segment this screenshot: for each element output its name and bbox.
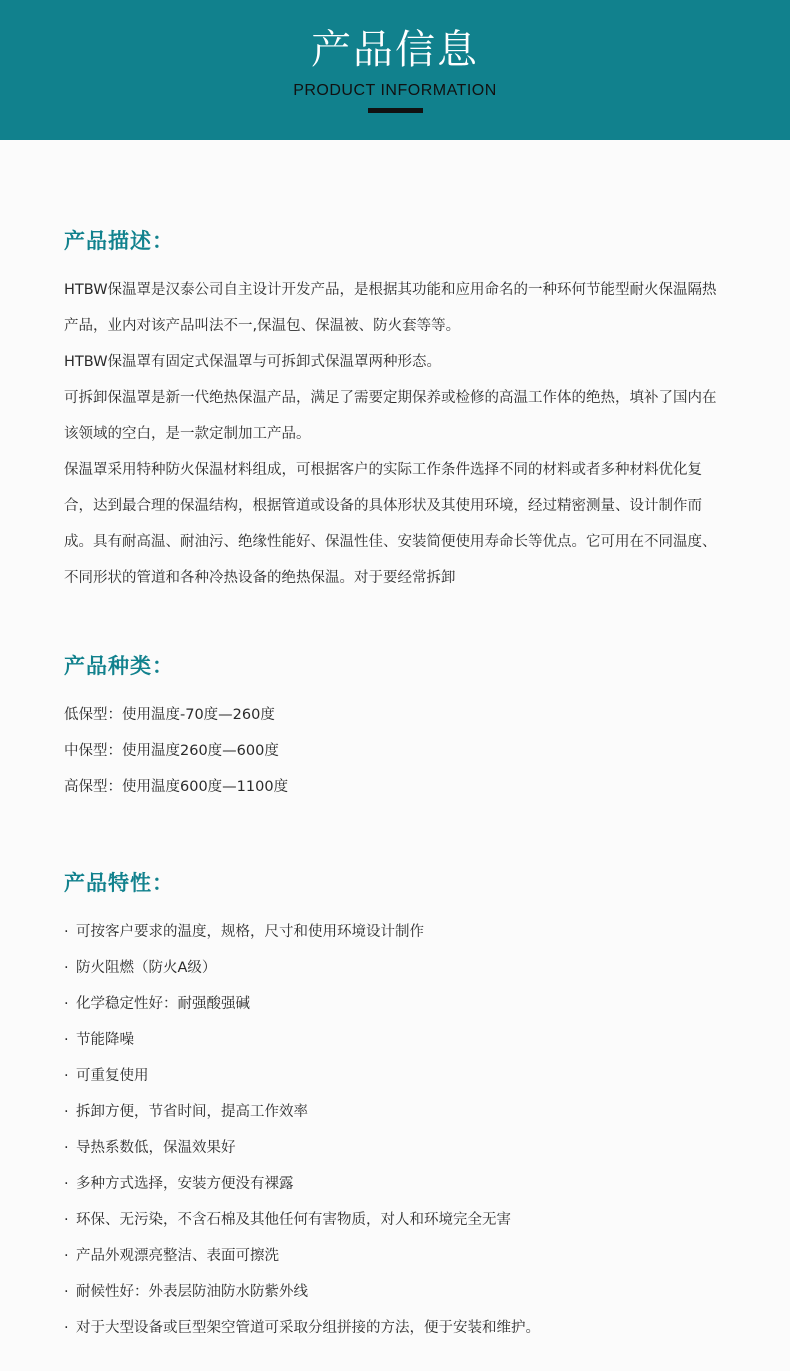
bullet-icon: · (64, 924, 69, 940)
type-item: 低保型：使用温度-70度—260度 (64, 707, 275, 723)
list-item (64, 914, 730, 950)
type-item: 高保型：使用温度600度—1100度 (64, 779, 289, 795)
description-paragraph: HTBW保温罩是汉泰公司自主设计开发产品，是根据其功能和应用命名的一种环何节能型耐火保温隔热产品，业内对该产品叫法不一,保温包、保温被、防火套等等。 (64, 282, 717, 334)
feature-text: 防火阻燃（防火A级） (76, 960, 217, 976)
bullet-icon: · (64, 1104, 69, 1120)
feature-text: 多种方式选择，安装方便没有裸露 (76, 1176, 294, 1192)
bullet-icon: · (64, 1248, 69, 1264)
description-paragraph: 可拆卸保温罩是新一代绝热保温产品，满足了需要定期保养或检修的高温工作体的绝热，填补了国内在该领域的空白，是一款定制加工产品。 (64, 390, 717, 442)
list-item (64, 1202, 730, 1238)
list-item (64, 1130, 730, 1166)
list-item (64, 1274, 730, 1310)
types-heading: 产品种类： (64, 654, 174, 678)
features-heading: 产品特性： (64, 871, 174, 895)
list-item (64, 1166, 730, 1202)
bullet-icon: · (64, 960, 69, 976)
bullet-icon: · (64, 1320, 69, 1336)
bullet-icon: · (64, 1284, 69, 1300)
list-item (64, 1058, 730, 1094)
list-item (64, 1310, 730, 1346)
feature-text: 可按客户要求的温度，规格，尺寸和使用环境设计制作 (76, 924, 424, 940)
feature-text: 对于大型设备或巨型架空管道可采取分组拼接的方法，便于安装和维护。 (76, 1320, 540, 1336)
bullet-icon: · (64, 1140, 69, 1156)
description-heading: 产品描述： (64, 229, 174, 253)
bullet-icon: · (64, 1032, 69, 1048)
list-item (64, 1022, 730, 1058)
feature-text: 产品外观漂亮整洁、表面可擦洗 (76, 1248, 279, 1264)
page-title: 产品信息 (311, 27, 479, 73)
feature-text: 节能降噪 (76, 1032, 134, 1048)
description-body (64, 272, 730, 596)
types-list (64, 697, 730, 805)
features-list (64, 914, 730, 1346)
title-underline (368, 108, 423, 113)
type-item: 中保型：使用温度260度—600度 (64, 743, 279, 759)
list-item (64, 950, 730, 986)
bullet-icon: · (64, 1068, 69, 1084)
feature-text: 化学稳定性好：耐强酸强碱 (76, 996, 250, 1012)
page-subtitle: PRODUCT INFORMATION (293, 82, 497, 99)
feature-text: 导热系数低，保温效果好 (76, 1140, 236, 1156)
list-item (64, 1094, 730, 1130)
bullet-icon: · (64, 1176, 69, 1192)
bullet-icon: · (64, 996, 69, 1012)
feature-text: 可重复使用 (76, 1068, 149, 1084)
feature-text: 拆卸方便，节省时间，提高工作效率 (76, 1104, 308, 1120)
header-banner (0, 0, 790, 140)
list-item (64, 1238, 730, 1274)
description-paragraph: 保温罩采用特种防火保温材料组成，可根据客户的实际工作条件选择不同的材料或者多种材料优化复合，达到最合理的保温结构，根据管道或设备的具体形状及其使用环境，经过精密测量、设计制作而成。具有耐高温、耐油污、绝缘性能好、保温性佳、安装简便使用寿命长等优点。它可用在不同温度、不同形状的管道和各种冷热设备的绝热保温。对于要经常拆卸 (64, 462, 717, 586)
feature-text: 耐候性好：外表层防油防水防紫外线 (76, 1284, 308, 1300)
description-paragraph: HTBW保温罩有固定式保温罩与可拆卸式保温罩两种形态。 (64, 354, 442, 370)
list-item (64, 986, 730, 1022)
bullet-icon: · (64, 1212, 69, 1228)
feature-text: 环保、无污染，不含石棉及其他任何有害物质，对人和环境完全无害 (76, 1212, 511, 1228)
